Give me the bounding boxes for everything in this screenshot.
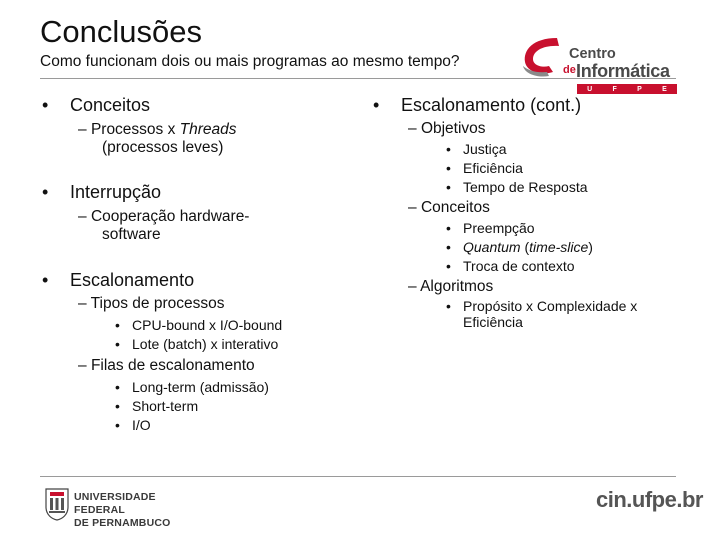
sub-bullet-filas: – Filas de escalonamento — [78, 357, 255, 374]
cin-logo — [519, 34, 679, 93]
ufpe-crest-icon — [44, 487, 70, 521]
algoritmos-text: Algoritmos — [420, 278, 494, 295]
list-item: • Tempo de Resposta — [371, 178, 691, 197]
time-slice-text: time-slice — [529, 239, 589, 255]
filas-text: Filas de escalonamento — [90, 357, 255, 374]
tipos-text: Tipos de processos — [90, 295, 225, 312]
list-item: • Short-term — [40, 397, 340, 416]
bottom-divider — [40, 476, 676, 477]
logo-ufpe-letter: F — [612, 85, 617, 93]
objetivos-text: Objetivos — [420, 120, 486, 137]
bullet-escalonamento-cont: • Escalonamento (cont.) — [371, 94, 691, 116]
slide-subtitle: Como funcionam dois ou mais programas ao mesmo tempo? — [40, 53, 460, 70]
proposito-text: Propósito x Complexidade x — [463, 298, 638, 314]
logo-centro-text: Centro — [569, 46, 616, 62]
ufpe-logo — [44, 487, 184, 529]
sub-bullet-algoritmos: – Algoritmos — [408, 278, 494, 295]
sub-bullet-processos: – Processos x Threads (processos leves) — [78, 121, 237, 156]
logo-informatica-text: Informática — [576, 61, 670, 81]
list-item: • Lote (batch) x interativo — [40, 335, 340, 354]
software-text: software — [102, 226, 161, 243]
sub-bullet-tipos: – Tipos de processos — [78, 295, 225, 312]
quantum-text: Quantum — [463, 239, 521, 255]
list-item: • Justiça — [371, 140, 691, 159]
bullet-escalonamento: • Escalonamento — [40, 269, 340, 291]
list-item-quantum: • Quantum (time-slice) — [371, 238, 691, 257]
logo-ufpe-bar — [577, 84, 677, 94]
processos-text: Processos x — [90, 121, 180, 138]
list-item: • Long-term (admissão) — [40, 378, 340, 397]
list-item-proposito — [371, 298, 691, 330]
slide-title: Conclusões — [40, 14, 202, 49]
ufpe-name — [74, 491, 184, 530]
ufpe-line1: UNIVERSIDADE FEDERAL — [74, 491, 156, 516]
logo-ufpe-letter: E — [662, 85, 667, 93]
conceitos-text: Conceitos — [420, 199, 490, 216]
list-item: • Troca de contexto — [371, 257, 691, 276]
bullet-conceitos: • Conceitos — [40, 94, 340, 116]
list-item: • Eficiência — [371, 159, 691, 178]
threads-text: Threads — [179, 121, 237, 138]
right-column — [371, 94, 691, 330]
logo-ufpe-letter: P — [637, 85, 642, 93]
list-item: • I/O — [40, 416, 340, 435]
cin-logo-mark-icon — [519, 36, 567, 78]
cin-url: cin.ufpe.br — [596, 487, 703, 512]
list-item: • CPU-bound x I/O-bound — [40, 316, 340, 335]
left-column — [40, 94, 340, 435]
processos-leves-text: (processos leves) — [102, 139, 224, 156]
ufpe-line2: DE PERNAMBUCO — [74, 517, 171, 529]
list-item: • Preempção — [371, 219, 691, 238]
sub-bullet-objetivos: – Objetivos — [408, 120, 486, 137]
cooperacao-text: Cooperação hardware- — [90, 208, 250, 225]
logo-ufpe-letter: U — [587, 85, 593, 93]
logo-de-text: de — [563, 64, 576, 76]
sub-bullet-cooperacao: – Cooperação hardware- software — [78, 208, 250, 243]
eficiencia-text: Eficiência — [463, 314, 523, 330]
sub-bullet-conceitos: – Conceitos — [408, 199, 490, 216]
bullet-interrupcao: • Interrupção — [40, 181, 340, 203]
